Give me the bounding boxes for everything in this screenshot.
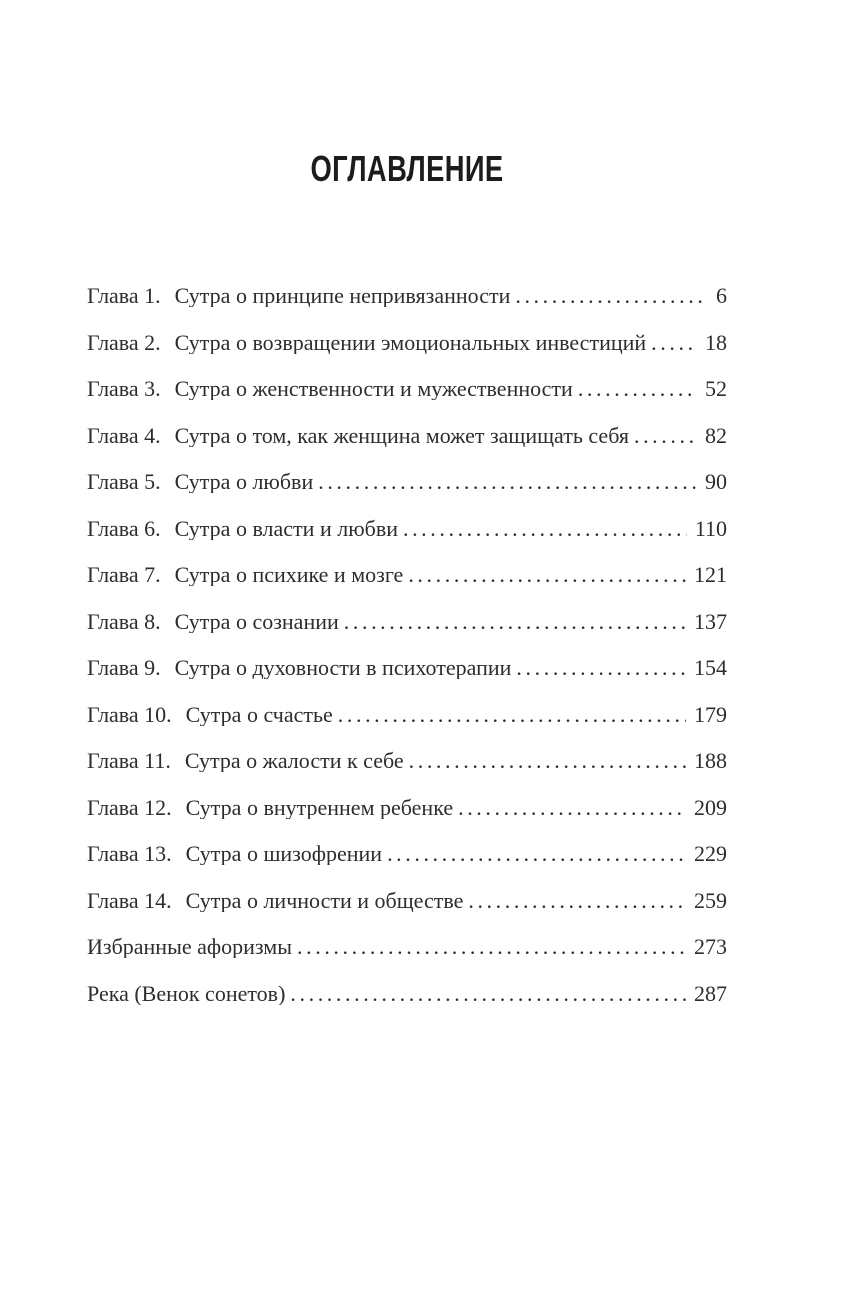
chapter-label: Глава 3.	[87, 376, 161, 401]
dot-leader	[408, 564, 686, 586]
chapter-label: Глава 12.	[87, 794, 172, 820]
chapter-label: Глава 9.	[87, 655, 161, 680]
page-number: 229	[694, 841, 727, 866]
toc-entry	[87, 794, 727, 820]
chapter-title: Сутра о психике и мозге	[174, 564, 404, 586]
dot-leader	[344, 611, 686, 633]
chapter-label: Глава 14.	[87, 887, 172, 913]
toc-entry	[87, 843, 727, 865]
chapter-label: Глава 5.	[87, 469, 161, 494]
page-number: 154	[694, 655, 727, 680]
toc-entry	[87, 750, 727, 772]
chapter-label: Глава 11.	[87, 748, 171, 773]
chapter-label: Глава 13.	[87, 841, 172, 866]
page-number: 110	[694, 515, 727, 541]
toc-list	[87, 285, 727, 1005]
page-number: 6	[716, 283, 727, 308]
chapter-label: Глава 7.	[87, 562, 161, 587]
chapter-label: Глава 10.	[87, 701, 172, 727]
dot-leader	[338, 704, 686, 726]
chapter-title: Сутра о принципе непривязанности	[174, 285, 511, 307]
dot-leader	[387, 843, 686, 865]
dot-leader	[578, 378, 697, 400]
toc-entry	[87, 701, 727, 727]
toc-entry	[87, 422, 727, 448]
page-number: 90	[705, 469, 727, 494]
page-number: 188	[694, 748, 727, 773]
toc-entry	[87, 608, 727, 634]
page-number: 121	[694, 562, 727, 587]
chapter-title: Сутра о власти и любви	[174, 517, 398, 540]
chapter-title: Сутра о сознании	[174, 610, 339, 633]
dot-leader	[297, 936, 686, 958]
page-number: 179	[694, 701, 727, 727]
chapter-label: Глава 2.	[87, 329, 161, 355]
page-title	[87, 150, 727, 188]
dot-leader	[634, 425, 697, 447]
page-number: 287	[694, 980, 727, 1006]
chapter-title: Избранные афоризмы	[87, 936, 293, 958]
dot-leader	[458, 797, 686, 819]
chapter-title: Сутра о духовности в психотерапии	[174, 657, 512, 679]
page-number: 209	[694, 794, 727, 820]
dot-leader	[516, 657, 686, 679]
page-number: 273	[694, 934, 727, 959]
toc-entry	[87, 515, 727, 541]
dot-leader	[468, 890, 686, 912]
page-number: 82	[705, 422, 727, 448]
chapter-title: Сутра о жалости к себе	[184, 750, 404, 772]
chapter-title: Сутра о шизофрении	[185, 843, 383, 865]
dot-leader	[290, 983, 686, 1005]
chapter-title: Сутра о любви	[174, 471, 314, 493]
page-title-text: ОГЛАВЛЕНИЕ	[310, 148, 504, 189]
toc-entry	[87, 378, 727, 400]
toc-entry	[87, 564, 727, 586]
chapter-title: Сутра о том, как женщина может защищать себя	[174, 424, 629, 447]
chapter-title: Сутра о счастье	[185, 703, 333, 726]
chapter-label: Глава 6.	[87, 515, 161, 541]
chapter-label: Глава 4.	[87, 422, 161, 448]
toc-entry	[87, 471, 727, 493]
page-number: 259	[694, 887, 727, 913]
toc-entry	[87, 936, 727, 958]
text-column	[87, 0, 727, 1005]
chapter-title: Сутра о внутреннем ребенке	[185, 796, 454, 819]
chapter-title: Река (Венок сонетов)	[87, 982, 286, 1005]
chapter-title: Сутра о возвращении эмоциональных инвестиций	[174, 331, 647, 354]
chapter-title: Сутра о женственности и мужественности	[174, 378, 573, 400]
page-number: 137	[694, 608, 727, 634]
dot-leader	[515, 285, 708, 307]
dot-leader	[403, 518, 687, 540]
toc-entry	[87, 329, 727, 355]
chapter-label: Глава 8.	[87, 608, 161, 634]
toc-entry	[87, 980, 727, 1006]
toc-entry	[87, 887, 727, 913]
dot-leader	[318, 471, 697, 493]
chapter-title: Сутра о личности и обществе	[185, 889, 464, 912]
page-number: 18	[705, 329, 727, 355]
dot-leader	[651, 332, 697, 354]
toc-entry	[87, 657, 727, 679]
dot-leader	[409, 750, 686, 772]
page-number: 52	[705, 376, 727, 401]
chapter-label: Глава 1.	[87, 283, 161, 308]
toc-entry	[87, 285, 727, 307]
